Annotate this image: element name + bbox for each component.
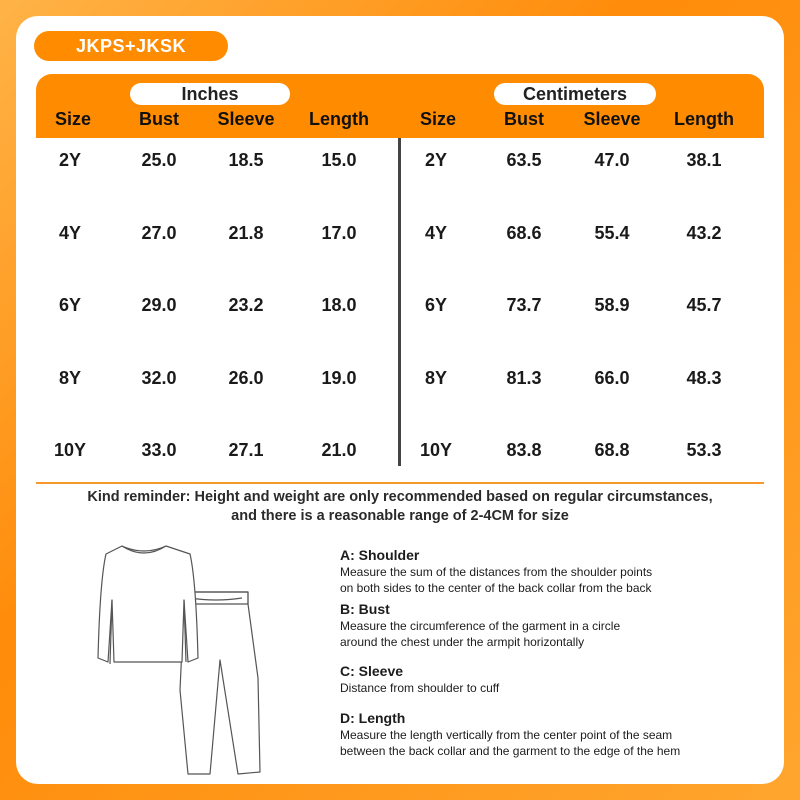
note-title: A: Shoulder xyxy=(340,547,420,563)
brand-badge: JKPS+JKSK xyxy=(34,31,228,61)
table-cell: 8Y xyxy=(424,368,448,388)
table-cell: 10Y xyxy=(419,440,453,460)
table-cell: 4Y xyxy=(424,223,448,243)
note-title: B: Bust xyxy=(340,601,390,617)
table-cell: 23.2 xyxy=(228,295,264,315)
note-text: on both sides to the center of the back collar from the back xyxy=(340,581,652,595)
table-cell: 2Y xyxy=(58,150,82,170)
section-divider xyxy=(36,482,764,484)
table-cell: 8Y xyxy=(58,368,82,388)
header-sleeve-cm: Sleeve xyxy=(583,109,641,129)
table-cell: 45.7 xyxy=(686,295,722,315)
table-cell: 27.1 xyxy=(228,440,264,460)
note-text: Measure the length vertically from the center point of the seam xyxy=(340,728,673,742)
table-cell: 48.3 xyxy=(686,368,722,388)
table-cell: 15.0 xyxy=(321,150,357,170)
table-cell: 6Y xyxy=(58,295,82,315)
centimeters-label: Centimeters xyxy=(494,83,656,105)
shirt-outline xyxy=(98,546,198,662)
table-cell: 4Y xyxy=(58,223,82,243)
note-title: C: Sleeve xyxy=(340,663,404,679)
table-cell: 25.0 xyxy=(141,150,177,170)
table-cell: 55.4 xyxy=(594,223,630,243)
table-cell: 73.7 xyxy=(506,295,542,315)
pajama-set-illustration xyxy=(80,540,280,780)
note-bust xyxy=(340,601,770,650)
table-cell: 32.0 xyxy=(141,368,177,388)
table-cell: 81.3 xyxy=(506,368,542,388)
table-cell: 21.8 xyxy=(228,223,264,243)
reminder-line-1: Kind reminder: Height and weight are only recommended based on regular circumstances, xyxy=(87,489,713,505)
table-cell: 53.3 xyxy=(686,440,722,460)
table-cell: 19.0 xyxy=(321,368,357,388)
note-text: Measure the circumference of the garment in a circle xyxy=(340,619,621,633)
table-cell: 18.0 xyxy=(321,295,357,315)
kind-reminder xyxy=(30,488,770,526)
note-text: between the back collar and the garment to the edge of the hem xyxy=(340,744,681,758)
table-cell: 43.2 xyxy=(686,223,722,243)
header-length-in: Length xyxy=(309,109,369,129)
table-cell: 21.0 xyxy=(321,440,357,460)
note-sleeve xyxy=(340,663,770,696)
reminder-line-2: and there is a reasonable range of 2-4CM for size xyxy=(231,508,569,524)
note-text: around the chest under the armpit horizontally xyxy=(340,635,585,649)
note-shoulder xyxy=(340,547,770,596)
header-bust-in: Bust xyxy=(139,109,179,129)
header-sleeve-in: Sleeve xyxy=(217,109,275,129)
table-cell: 26.0 xyxy=(228,368,264,388)
table-cell: 66.0 xyxy=(594,368,630,388)
header-bust-cm: Bust xyxy=(504,109,544,129)
table-cell: 18.5 xyxy=(228,150,264,170)
note-text: Distance from shoulder to cuff xyxy=(340,681,500,695)
header-size-cm: Size xyxy=(419,109,457,129)
table-cell: 17.0 xyxy=(321,223,357,243)
header-size-in: Size xyxy=(54,109,92,129)
table-cell: 68.6 xyxy=(506,223,542,243)
table-cell: 63.5 xyxy=(506,150,542,170)
table-cell: 68.8 xyxy=(594,440,630,460)
header-length-cm: Length xyxy=(674,109,734,129)
table-cell: 83.8 xyxy=(506,440,542,460)
table-cell: 2Y xyxy=(424,150,448,170)
table-cell: 6Y xyxy=(424,295,448,315)
table-cell: 27.0 xyxy=(141,223,177,243)
table-cell: 29.0 xyxy=(141,295,177,315)
table-cell: 47.0 xyxy=(594,150,630,170)
table-cell: 33.0 xyxy=(141,440,177,460)
note-title: D: Length xyxy=(340,710,406,726)
table-cell: 10Y xyxy=(53,440,87,460)
table-cell: 58.9 xyxy=(594,295,630,315)
inches-label: Inches xyxy=(130,83,290,105)
note-text: Measure the sum of the distances from the shoulder points xyxy=(340,565,653,579)
table-cell: 38.1 xyxy=(686,150,722,170)
note-length xyxy=(340,710,770,759)
